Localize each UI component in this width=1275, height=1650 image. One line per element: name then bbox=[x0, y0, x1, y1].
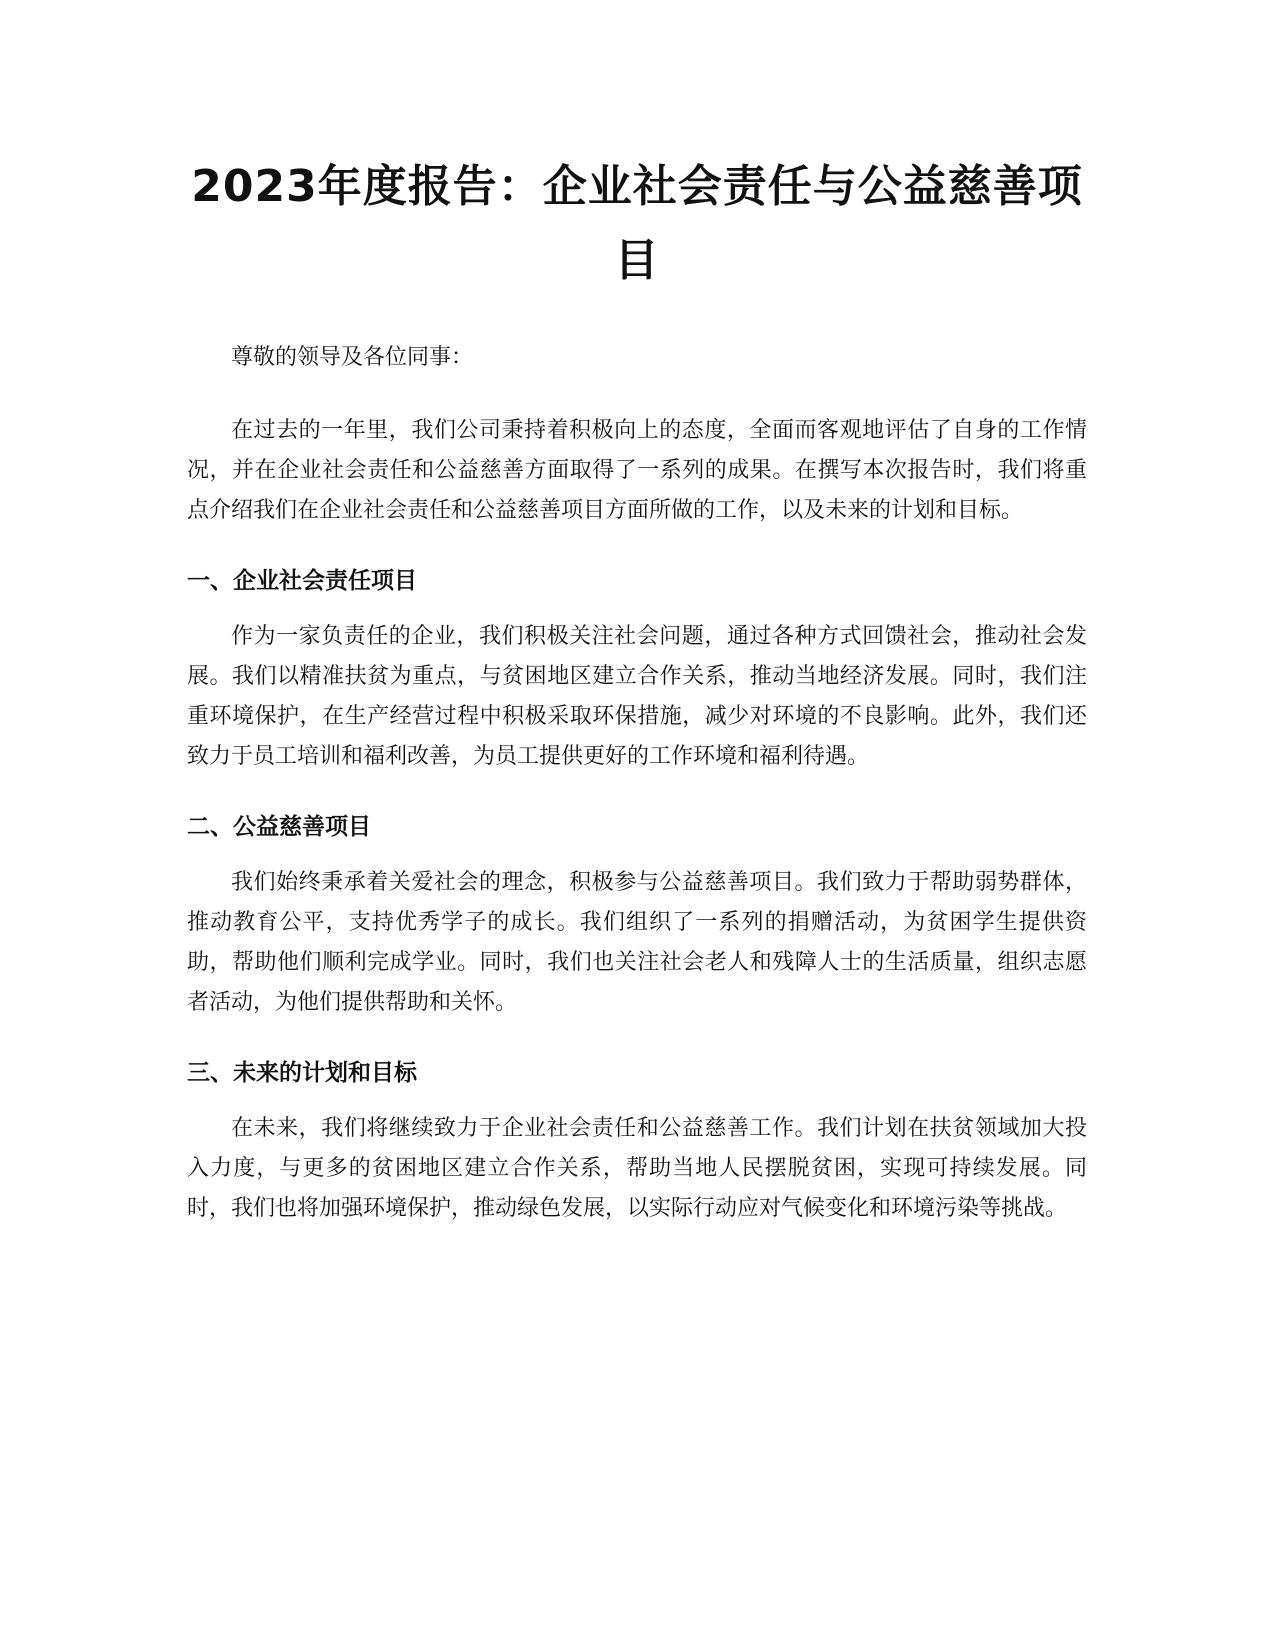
section-body-future: 在未来，我们将继续致力于企业社会责任和公益慈善工作。我们计划在扶贫领域加大投入力度，与更多的贫困地区建立合作关系，帮助当地人民摆脱贫困，实现可持续发展。同时，我们也将加强环境保护，推动绿色发展，以实际行动应对气候变化和环境污染等挑战。 bbox=[187, 1116, 1087, 1221]
document-title: 2023年度报告：企业社会责任与公益慈善项目 bbox=[191, 161, 1083, 286]
section-heading-csr: 一、企业社会责任项目 bbox=[187, 568, 417, 594]
section-body-csr: 作为一家负责任的企业，我们积极关注社会问题，通过各种方式回馈社会，推动社会发展。我们以精准扶贫为重点，与贫困地区建立合作关系，推动当地经济发展。同时，我们注重环境保护，在生产经营过程中积极采取环保措施，减少对环境的不良影响。此外，我们还致力于员工培训和福利改善，为员工提供更好的工作环境和福利待遇。 bbox=[187, 624, 1087, 769]
intro-paragraph: 在过去的一年里，我们公司秉持着积极向上的态度，全面而客观地评估了自身的工作情况，并在企业社会责任和公益慈善方面取得了一系列的成果。在撰写本次报告时，我们将重点介绍我们在企业社会责任和公益慈善项目方面所做的工作，以及未来的计划和目标。 bbox=[187, 418, 1087, 523]
greeting: 尊敬的领导及各位同事： bbox=[231, 345, 474, 370]
section-heading-future: 三、未来的计划和目标 bbox=[187, 1060, 417, 1086]
section-body-charity: 我们始终秉承着关爱社会的理念，积极参与公益慈善项目。我们致力于帮助弱势群体，推动教育公平，支持优秀学子的成长。我们组织了一系列的捐赠活动，为贫困学生提供资助，帮助他们顺利完成学业。同时，我们也关注社会老人和残障人士的生活质量，组织志愿者活动，为他们提供帮助和关怀。 bbox=[187, 870, 1087, 1015]
section-heading-charity: 二、公益慈善项目 bbox=[187, 814, 371, 840]
document-page bbox=[187, 150, 1087, 1229]
